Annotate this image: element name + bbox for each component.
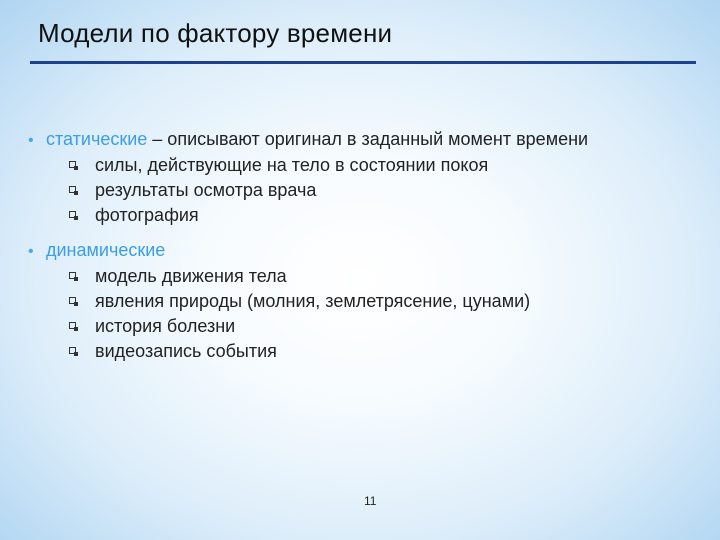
group-term: динамические xyxy=(46,240,166,260)
list-item-text: фотография xyxy=(95,205,199,225)
checkbox-bullet-icon xyxy=(69,211,76,218)
group-dynamic xyxy=(28,238,708,364)
group-heading xyxy=(28,238,708,264)
list-item-text: модель движения тела xyxy=(95,266,287,286)
slide-content xyxy=(28,127,708,374)
list-item-text: результаты осмотра врача xyxy=(95,180,317,200)
group-heading xyxy=(28,127,708,153)
checkbox-bullet-icon xyxy=(69,322,76,329)
checkbox-bullet-icon xyxy=(69,161,76,168)
page-number: 11 xyxy=(364,494,377,508)
list-item-text: силы, действующие на тело в состоянии покоя xyxy=(95,155,489,175)
checkbox-bullet-icon xyxy=(69,272,76,279)
slide-title: Модели по фактору времени xyxy=(38,18,393,48)
checkbox-bullet-icon xyxy=(69,186,76,193)
list-item xyxy=(28,314,708,339)
title-underline xyxy=(30,61,696,64)
group-description: – описывают оригинал в заданный момент времени xyxy=(147,129,589,149)
group-term: статические xyxy=(46,129,148,149)
list-item xyxy=(28,153,708,178)
bullet-dot: • xyxy=(28,132,34,149)
list-item xyxy=(28,289,708,314)
list-item xyxy=(28,203,708,228)
group-static xyxy=(28,127,708,228)
list-item xyxy=(28,264,708,289)
list-item xyxy=(28,178,708,203)
list-item-text: видеозапись события xyxy=(95,341,277,361)
bullet-dot: • xyxy=(28,243,34,260)
list-item-text: история болезни xyxy=(95,316,236,336)
checkbox-bullet-icon xyxy=(69,347,76,354)
list-item-text: явления природы (молния, землетрясение, цунами) xyxy=(95,291,531,311)
list-item xyxy=(28,339,708,364)
checkbox-bullet-icon xyxy=(69,297,76,304)
